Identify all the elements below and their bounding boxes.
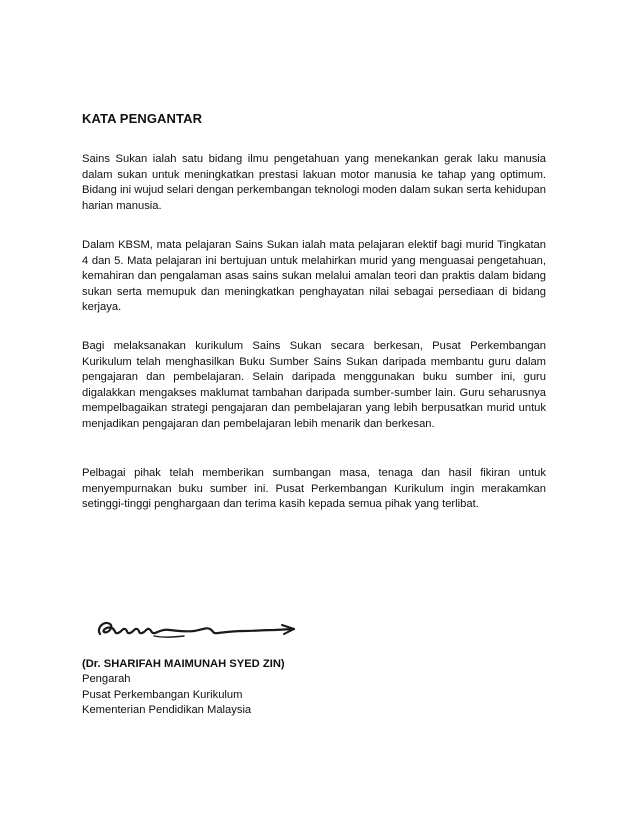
signatory-department: Pusat Perkembangan Kurikulum: [82, 688, 243, 701]
document-title: KATA PENGANTAR: [82, 111, 203, 126]
signatory-name: (Dr. SHARIFAH MAIMUNAH SYED ZIN): [82, 658, 285, 670]
signature-icon: [94, 612, 304, 642]
paragraph-3: Bagi melaksanakan kurikulum Sains Sukan secara berkesan, Pusat Perkembangan Kurikulum telah menghasilkan Buku Sumber Sains Sukan daripada membantu guru dalam pengajaran dan pembelajaran. Selain daripada menggunakan buku sumber ini, guru digalakkan mengakses maklumat tambahan daripada sumber-sumber lain. Guru seharusnya mempelbagaikan strategi pengajaran dan pembelajaran yang lebih berpusatkan murid untuk menjadikan pengajaran dan pembelajaran lebih menarik dan berkesan.: [82, 340, 546, 430]
document-page: [82, 0, 546, 826]
signatory-block: [82, 657, 285, 719]
paragraph-2: Dalam KBSM, mata pelajaran Sains Sukan ialah mata pelajaran elektif bagi murid Tingkatan 4 dan 5. Mata pelajaran ini bertujuan untuk melahirkan murid yang menguasai pengetahuan, kemahiran dan pengalaman asas sains sukan melalui amalan teori dan praktis dalam bidang sukan serta memupuk dan meningkatkan penghayatan nilai sebagai persediaan di bidang kerjaya.: [82, 239, 546, 314]
signatory-ministry: Kementerian Pendidikan Malaysia: [82, 704, 252, 717]
paragraph-4: Pelbagai pihak telah memberikan sumbangan masa, tenaga dan hasil fikiran untuk menyempurnakan buku sumber ini. Pusat Perkembangan Kurikulum ingin merakamkan setinggi-tinggi penghargaan dan terima kasih kepada semua pihak yang terlibat.: [82, 467, 546, 511]
signatory-position: Pengarah: [82, 673, 131, 686]
paragraph-1: Sains Sukan ialah satu bidang ilmu pengetahuan yang menekankan gerak laku manusia dalam sukan untuk meningkatkan prestasi lakuan motor manusia ke tahap yang optimum. Bidang ini wujud selari dengan perkembangan teknologi moden dalam sukan serta kehidupan harian manusia.: [82, 153, 546, 212]
